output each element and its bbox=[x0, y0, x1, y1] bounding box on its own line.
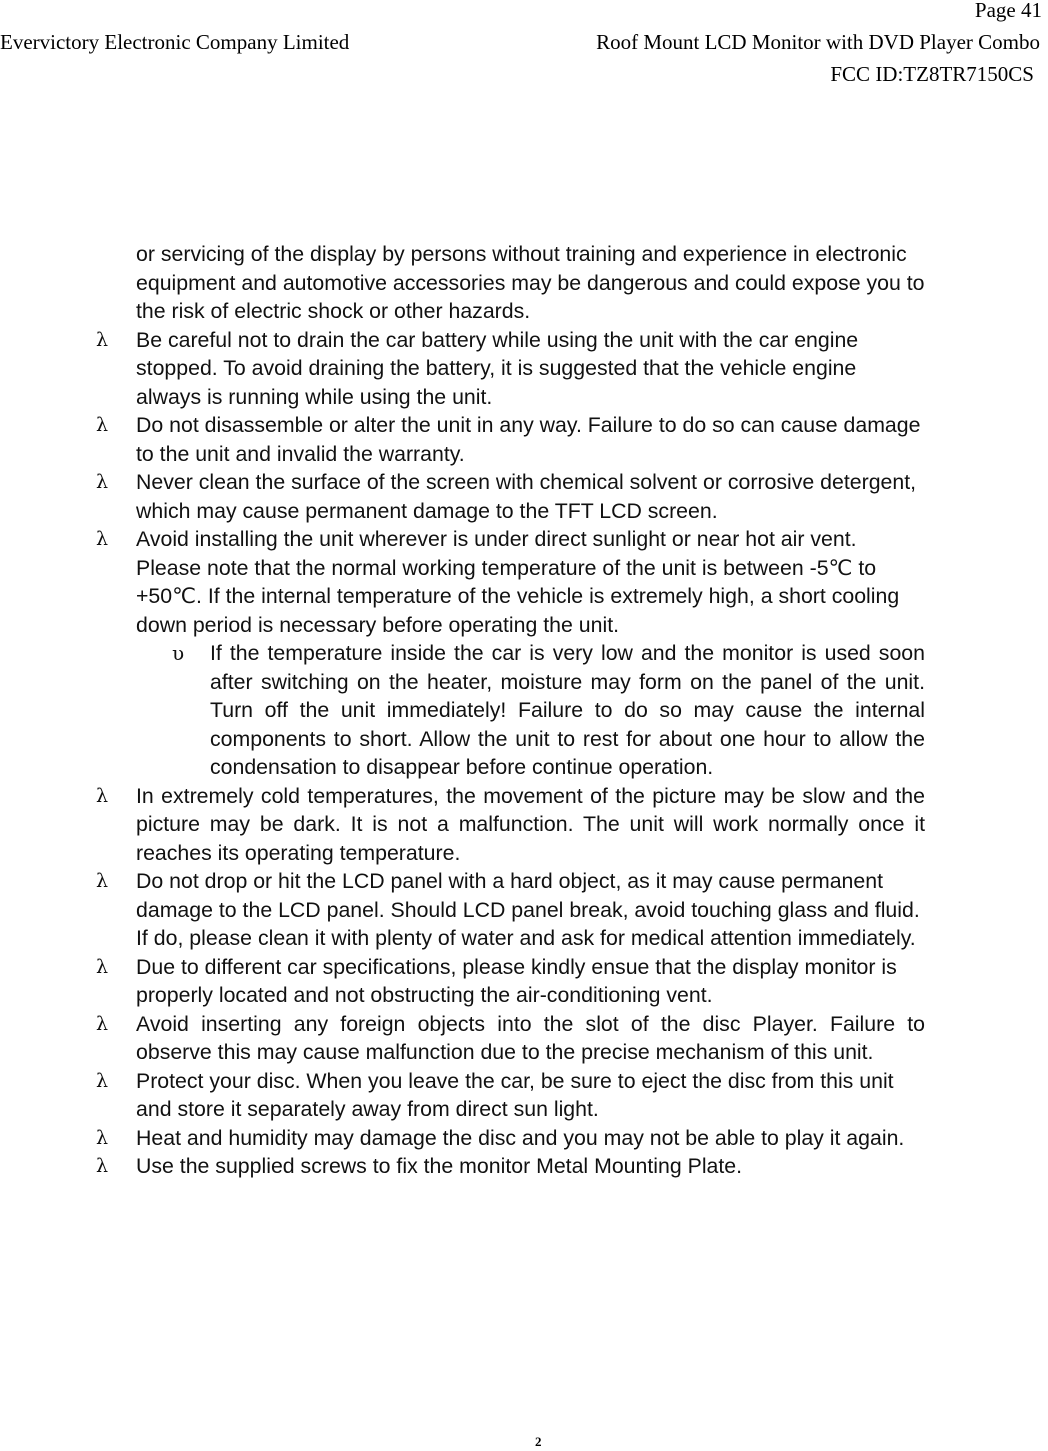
list-item bbox=[90, 525, 925, 639]
list-item-text: In extremely cold temperatures, the movement of the picture may be slow and the picture may be dark. It is not a malfunction. The unit will work normally once it reaches its operating temperature. bbox=[136, 783, 925, 865]
lambda-bullet-icon: λ bbox=[96, 1012, 109, 1035]
list-item-text: Do not drop or hit the LCD panel with a hard object, as it may cause permanent damage to the LCD panel. Should LCD panel break, avoid touching glass and fluid. If do, please clean it with plenty of water and ask for medical attention immediately. bbox=[136, 869, 920, 950]
list-item bbox=[90, 953, 925, 1010]
list-item bbox=[90, 468, 925, 525]
list-item bbox=[90, 1067, 925, 1124]
lambda-bullet-icon: λ bbox=[96, 1126, 109, 1149]
list-item bbox=[90, 782, 925, 868]
lambda-bullet-icon: λ bbox=[96, 328, 109, 351]
list-item-text: Do not disassemble or alter the unit in any way. Failure to do so can cause damage to the unit and invalid the warranty. bbox=[136, 413, 921, 466]
list-item bbox=[90, 326, 925, 412]
list-item-text: Avoid inserting any foreign objects into the slot of the disc Player. Failure to observe this may cause malfunction due to the precise mechanism of this unit. bbox=[136, 1011, 925, 1064]
lambda-bullet-icon: λ bbox=[96, 955, 109, 978]
list-item-text: Be careful not to drain the car battery while using the unit with the car engine stopped. To avoid draining the battery, it is suggested that the vehicle engine always is running while using the unit. bbox=[136, 327, 859, 409]
product-title: Roof Mount LCD Monitor with DVD Player Combo bbox=[596, 30, 1040, 54]
lambda-bullet-icon: λ bbox=[96, 471, 109, 493]
lambda-bullet-icon: λ bbox=[96, 1069, 109, 1092]
list-item bbox=[90, 867, 925, 953]
company-name: Evervictory Electronic Company Limited bbox=[0, 30, 350, 54]
intro-paragraph: or servicing of the display by persons without training and experience in electronic equipment and automotive accessories may be dangerous and could expose you to the risk of electric shock or other hazards. bbox=[136, 242, 925, 323]
upsilon-bullet-icon: υ bbox=[172, 641, 185, 665]
list-item-text: Protect your disc. When you leave the car, be sure to eject the disc from this unit and store it separately away from direct sun light. bbox=[136, 1068, 894, 1121]
list-item bbox=[90, 1152, 925, 1181]
list-item-text: Due to different car specifications, please kindly ensue that the display monitor is properly located and not obstructing the air-conditioning vent. bbox=[136, 954, 897, 1007]
list-item-text: Heat and humidity may damage the disc and you may not be able to play it again. bbox=[136, 1125, 905, 1150]
page-label: Page 41 bbox=[974, 0, 1042, 22]
lambda-bullet-icon: λ bbox=[96, 414, 109, 436]
list-item bbox=[90, 1124, 925, 1153]
lambda-bullet-icon: λ bbox=[96, 528, 109, 550]
list-item-text: Use the supplied screws to fix the monitor Metal Mounting Plate. bbox=[136, 1154, 743, 1178]
lambda-bullet-icon: λ bbox=[96, 784, 109, 807]
sub-list-item-text: If the temperature inside the car is very low and the monitor is used soon after switching on the heater, moisture may form on the panel of the unit. Turn off the unit immediately! Failure to do so may cause the internal components to short. Allow the unit to rest for about one hour to allow the condensation to disappear before continue operation. bbox=[210, 641, 925, 779]
list-item bbox=[90, 411, 925, 468]
lambda-bullet-icon: λ bbox=[96, 1155, 109, 1177]
list-item-text: Avoid installing the unit wherever is under direct sunlight or near hot air vent. Please note that the normal working temperature of the unit is between -5℃ to +50℃. If the internal temperature of the vehicle is extremely high, a short cooling down period is necessary before operating the unit. bbox=[136, 527, 900, 637]
fcc-id: FCC ID:TZ8TR7150CS bbox=[830, 62, 1034, 86]
sub-list-item bbox=[90, 639, 925, 782]
page-header bbox=[0, 0, 1048, 90]
list-item bbox=[90, 1010, 925, 1067]
document-body bbox=[90, 240, 925, 1181]
lambda-bullet-icon: λ bbox=[96, 870, 109, 892]
footer-page-number: 2 bbox=[535, 1434, 542, 1449]
list-item-text: Never clean the surface of the screen with chemical solvent or corrosive detergent, which may cause permanent damage to the TFT LCD screen. bbox=[136, 470, 917, 523]
